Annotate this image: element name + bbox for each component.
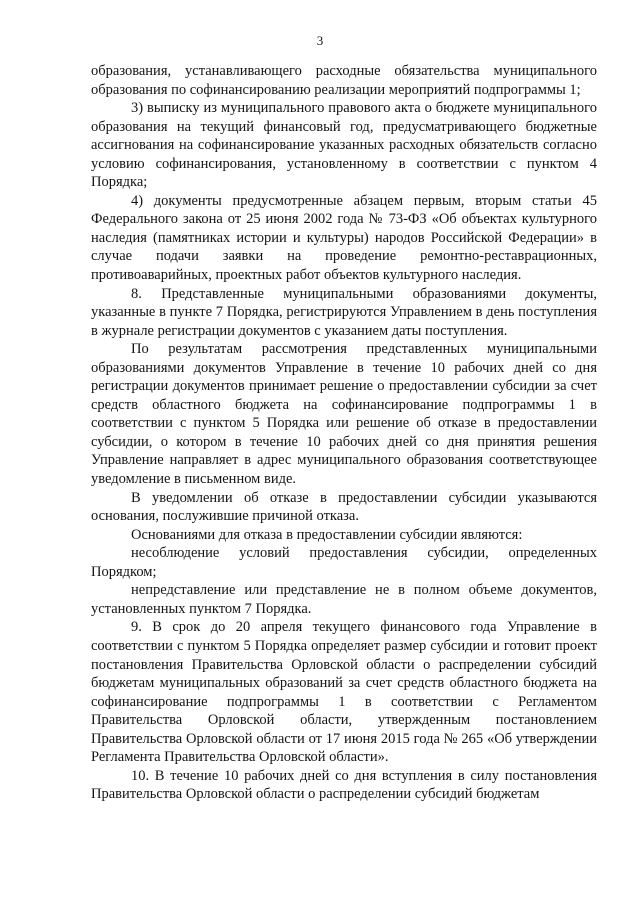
paragraph-ground-2: непредставление или представление не в полном объеме документов, установленных пунктом 7 Порядка. (91, 582, 597, 617)
paragraph-refusal-notice: В уведомлении об отказе в предоставлении субсидии указываются основания, послужившие причиной отказа. (91, 489, 597, 525)
paragraph-refusal-grounds: Основаниями для отказа в предоставлении субсидии являются: (131, 526, 523, 543)
page-number: 3 (316, 33, 324, 48)
paragraph-item-4: 4) документы предусмотренные абзацем первым, вторым статьи 45 Федерального закона от 25 июня 2002 года № 73-ФЗ «Об объектах культурного наследия (памятниках истории и культуры) народов Российской Федерации» в случае подачи заявки на проведение ремонтно-реставрационных, противоаварийных, проектных работ объектов культурного наследия. (91, 192, 597, 284)
document-body (91, 62, 597, 804)
paragraph-item-3: 3) выписку из муниципального правового акта о бюджете муниципального образования на текущий финансовый год, предусматривающего бюджетные ассигнования на софинансирование указанных расходных обязательств согласно условию софинансирования, установленному в соответствии с пунктом 4 Порядка; (91, 100, 597, 191)
paragraph-review-results: По результатам рассмотрения представленных муниципальными образованиями документов Управление в течение 10 рабочих дней со дня регистрации документов принимает решение о предоставлении субсидии за счет средств областного бюджета на софинансирование подпрограммы 1 в соответствии с пунктом 5 Порядка или решение об отказе в предоставлении субсидии, о котором в течение 10 рабочих дней со дня принятия решения Управление направляет в адрес муниципального образования соответствующее уведомление в письменном виде. (91, 341, 597, 488)
paragraph-section-10: 10. В течение 10 рабочих дней со дня вступления в силу постановления Правительства Орловской области о распределении субсидий бюджетам (91, 767, 597, 803)
paragraph-continuation: образования, устанавливающего расходные обязательства муниципального образования по софинансированию реализации мероприятий подпрограммы 1; (91, 63, 597, 98)
paragraph-section-9: 9. В срок до 20 апреля текущего финансового года Управление в соответствии с пунктом 5 Порядка определяет размер субсидии и готовит проект постановления Правительства Орловской области о распределении субсидий бюджетам муниципальных образований за счет средств областного бюджета на софинансирование подпрограммы 1 в соответствии с Регламентом Правительства Орловской области, утвержденным постановлением Правительства Орловской области от 17 июня 2015 года № 265 «Об утверждении Регламента Правительства Орловской области». (91, 619, 597, 766)
paragraph-section-8: 8. Представленные муниципальными образованиями документы, указанные в пункте 7 Порядка, регистрируются Управлением в день поступления в журнале регистрации документов с указанием даты поступления. (91, 285, 597, 339)
paragraph-ground-1: несоблюдение условий предоставления субсидии, определенных Порядком; (91, 545, 597, 580)
